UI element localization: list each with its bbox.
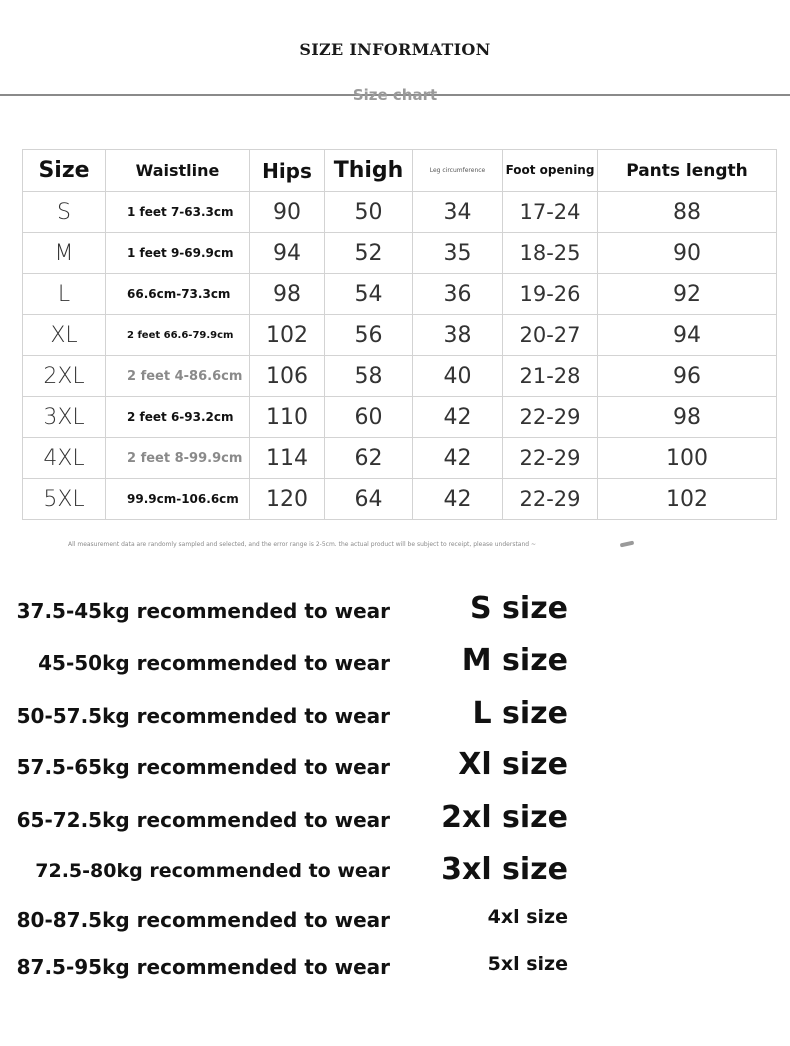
cell-thigh: 50: [325, 192, 413, 233]
cell-foot: 22-29: [503, 438, 598, 479]
cell-waistline: 2 feet 66.6-79.9cm: [106, 315, 250, 356]
column-header-leg-circumference: Leg circumference: [413, 150, 503, 192]
cell-length: 102: [598, 479, 777, 520]
cell-leg: 42: [413, 397, 503, 438]
column-header-thigh: Thigh: [325, 150, 413, 192]
cell-size: 5XL: [23, 479, 106, 520]
recommended-size: 4xl size: [487, 906, 568, 928]
cell-thigh: 60: [325, 397, 413, 438]
recommendation-row: [0, 643, 790, 691]
cell-hips: 114: [250, 438, 325, 479]
recommended-size: L size: [472, 696, 568, 731]
weight-range: 57.5-65kg recommended to wear: [16, 755, 390, 779]
cell-hips: 90: [250, 192, 325, 233]
cell-length: 90: [598, 233, 777, 274]
table-row: [23, 192, 777, 233]
weight-range: 65-72.5kg recommended to wear: [16, 808, 390, 832]
cell-size: 4XL: [23, 438, 106, 479]
cell-length: 96: [598, 356, 777, 397]
recommendation-row: [0, 696, 790, 744]
cell-length: 98: [598, 397, 777, 438]
recommendation-row: [0, 747, 790, 795]
cell-waistline: 66.6cm-73.3cm: [106, 274, 250, 315]
cell-foot: 20-27: [503, 315, 598, 356]
table-header-row: [23, 150, 777, 192]
cell-leg: 42: [413, 479, 503, 520]
cell-thigh: 64: [325, 479, 413, 520]
cell-leg: 42: [413, 438, 503, 479]
cell-leg: 36: [413, 274, 503, 315]
cell-hips: 94: [250, 233, 325, 274]
recommendation-row: [0, 908, 790, 948]
cell-waistline: 99.9cm-106.6cm: [106, 479, 250, 520]
cell-hips: 120: [250, 479, 325, 520]
cell-size: 2XL: [23, 356, 106, 397]
cell-thigh: 62: [325, 438, 413, 479]
column-header-foot-opening: Foot opening: [503, 150, 598, 192]
column-header-waistline: Waistline: [106, 150, 250, 192]
cell-waistline: 2 feet 4-86.6cm: [106, 356, 250, 397]
cell-length: 94: [598, 315, 777, 356]
weight-range: 80-87.5kg recommended to wear: [16, 908, 390, 932]
cell-foot: 18-25: [503, 233, 598, 274]
cell-hips: 102: [250, 315, 325, 356]
column-header-size: Size: [23, 150, 106, 192]
table-row: [23, 233, 777, 274]
page-title: SIZE INFORMATION: [299, 40, 491, 59]
cell-leg: 38: [413, 315, 503, 356]
weight-range: 45-50kg recommended to wear: [38, 651, 390, 675]
column-header-pants-length: Pants length: [598, 150, 777, 192]
cell-thigh: 52: [325, 233, 413, 274]
cell-size: L: [23, 274, 106, 315]
recommended-size: 5xl size: [487, 953, 568, 975]
cell-size: S: [23, 192, 106, 233]
cell-hips: 98: [250, 274, 325, 315]
cell-leg: 35: [413, 233, 503, 274]
table-row: [23, 274, 777, 315]
cell-waistline: 1 feet 7-63.3cm: [106, 192, 250, 233]
cell-size: 3XL: [23, 397, 106, 438]
cell-size: XL: [23, 315, 106, 356]
weight-range: 87.5-95kg recommended to wear: [16, 955, 390, 979]
recommended-size: 3xl size: [441, 852, 568, 887]
cell-foot: 22-29: [503, 479, 598, 520]
cell-foot: 19-26: [503, 274, 598, 315]
cell-thigh: 54: [325, 274, 413, 315]
cell-waistline: 2 feet 6-93.2cm: [106, 397, 250, 438]
cell-hips: 106: [250, 356, 325, 397]
cell-hips: 110: [250, 397, 325, 438]
cell-thigh: 58: [325, 356, 413, 397]
cell-thigh: 56: [325, 315, 413, 356]
recommendation-row: [0, 852, 790, 900]
cell-leg: 40: [413, 356, 503, 397]
recommendation-row: [0, 591, 790, 639]
size-chart-subtitle: Size chart: [352, 86, 438, 104]
cell-waistline: 2 feet 8-99.9cm: [106, 438, 250, 479]
size-table: [22, 149, 777, 520]
table-row: [23, 397, 777, 438]
recommendation-row: [0, 955, 790, 995]
column-header-hips: Hips: [250, 150, 325, 192]
table-row: [23, 438, 777, 479]
recommended-size: M size: [461, 643, 568, 678]
cell-foot: 21-28: [503, 356, 598, 397]
measurement-note: All measurement data are randomly sampled and selected, and the error range is 2-5cm. the actual product will be subject to receipt, please understand ~: [68, 541, 537, 548]
cell-length: 88: [598, 192, 777, 233]
table-row: [23, 479, 777, 520]
recommendation-row: [0, 800, 790, 848]
weight-range: 50-57.5kg recommended to wear: [16, 704, 390, 728]
table-row: [23, 356, 777, 397]
cell-waistline: 1 feet 9-69.9cm: [106, 233, 250, 274]
recommended-size: 2xl size: [441, 800, 568, 835]
recommended-size: Xl size: [458, 747, 568, 782]
cell-foot: 22-29: [503, 397, 598, 438]
cell-foot: 17-24: [503, 192, 598, 233]
cell-size: M: [23, 233, 106, 274]
weight-range: 72.5-80kg recommended to wear: [35, 860, 390, 882]
table-row: [23, 315, 777, 356]
cell-length: 92: [598, 274, 777, 315]
cell-leg: 34: [413, 192, 503, 233]
weight-range: 37.5-45kg recommended to wear: [16, 599, 390, 623]
cell-length: 100: [598, 438, 777, 479]
recommended-size: S size: [470, 591, 568, 626]
